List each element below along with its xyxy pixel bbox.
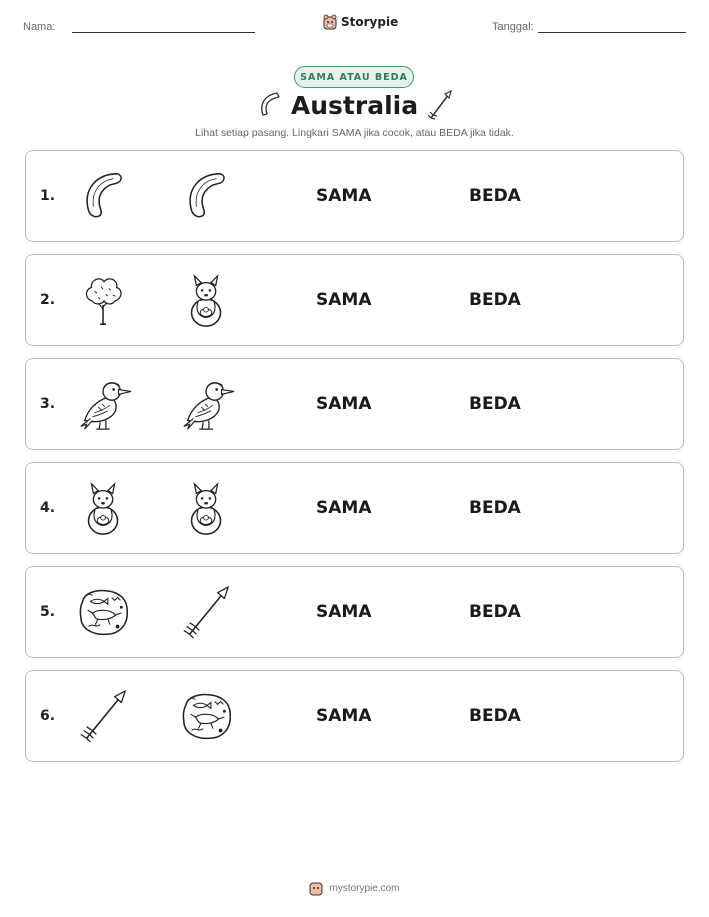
name-label: Nama:: [23, 21, 56, 33]
name-field[interactable]: [72, 32, 255, 33]
same-option[interactable]: SAMA: [316, 706, 372, 726]
storypie-mascot-icon: [323, 14, 337, 30]
same-option[interactable]: SAMA: [316, 394, 372, 414]
kangaroo-icon: [75, 480, 133, 538]
pair-row: [25, 566, 684, 658]
storypie-mascot-icon: [309, 880, 323, 896]
rock-art-icon: [75, 584, 133, 642]
different-option[interactable]: BEDA: [469, 394, 521, 414]
row-number: 3.: [40, 396, 56, 412]
pair-row: [25, 462, 684, 554]
pair-row: [25, 670, 684, 762]
kookaburra-icon: [75, 376, 133, 434]
spear-icon: [75, 688, 133, 746]
different-option[interactable]: BEDA: [469, 602, 521, 622]
same-option[interactable]: SAMA: [316, 290, 372, 310]
instructions: Lihat setiap pasang. Lingkari SAMA jika cocok, atau BEDA jika tidak.: [195, 127, 514, 139]
rock-art-icon: [178, 688, 236, 746]
footer-url: mystorypie.com: [329, 882, 400, 894]
boomerang-icon: [75, 168, 133, 226]
pair-row: [25, 254, 684, 346]
same-option[interactable]: SAMA: [316, 186, 372, 206]
same-option[interactable]: SAMA: [316, 498, 372, 518]
date-label: Tanggal:: [492, 21, 534, 33]
different-option[interactable]: BEDA: [469, 290, 521, 310]
tree-icon: [75, 272, 133, 330]
kangaroo-icon: [178, 272, 236, 330]
pair-row: [25, 358, 684, 450]
row-number: 2.: [40, 292, 56, 308]
date-field[interactable]: [538, 32, 686, 33]
boomerang-icon: [178, 168, 236, 226]
footer: [0, 880, 709, 896]
kookaburra-icon: [178, 376, 236, 434]
kangaroo-icon: [178, 480, 236, 538]
row-number: 1.: [40, 188, 56, 204]
brand-logo: [323, 14, 398, 30]
row-number: 6.: [40, 708, 56, 724]
activity-badge: SAMA ATAU BEDA: [294, 66, 414, 88]
spear-icon: [425, 88, 455, 122]
pair-row: [25, 150, 684, 242]
same-option[interactable]: SAMA: [316, 602, 372, 622]
row-number: 4.: [40, 500, 56, 516]
different-option[interactable]: BEDA: [469, 706, 521, 726]
different-option[interactable]: BEDA: [469, 498, 521, 518]
brand-name: Storypie: [341, 15, 399, 29]
row-number: 5.: [40, 604, 56, 620]
different-option[interactable]: BEDA: [469, 186, 521, 206]
page-title: Australia: [290, 91, 419, 120]
spear-icon: [178, 584, 236, 642]
